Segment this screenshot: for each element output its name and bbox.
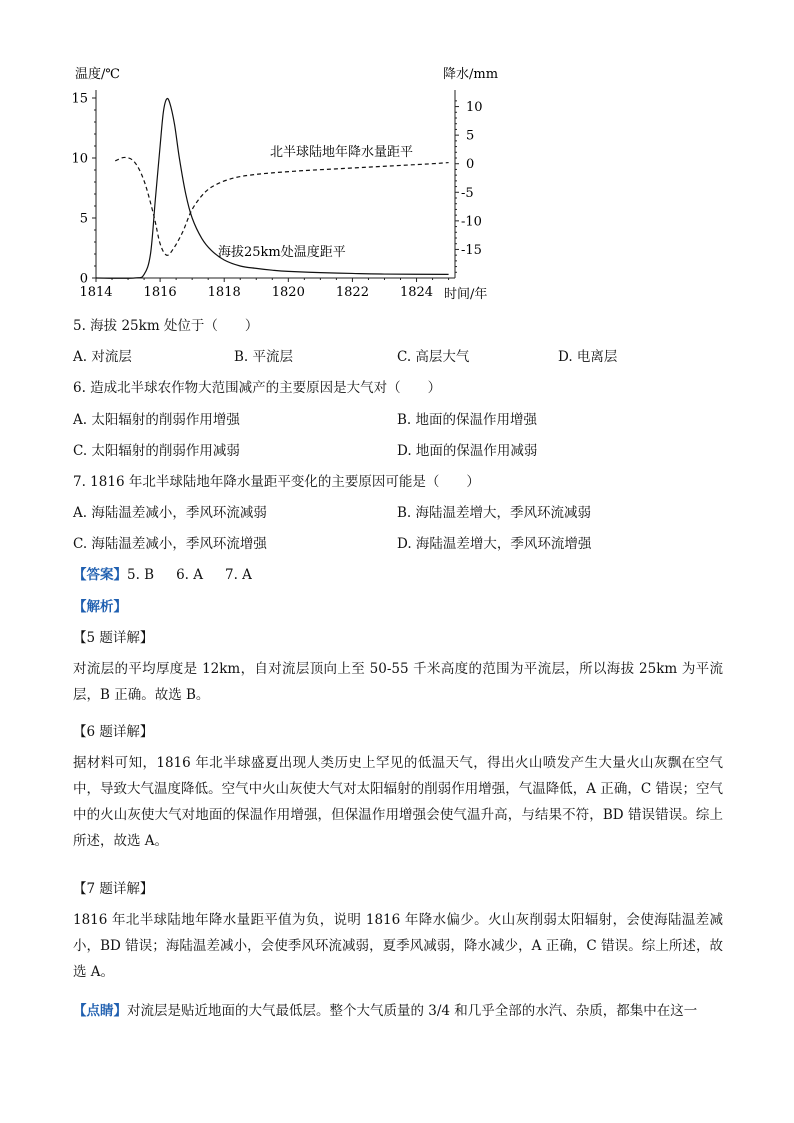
q6-option-c: C. 太阳辐射的削弱作用减弱 — [73, 443, 240, 459]
precipitation-anomaly-line — [115, 157, 448, 255]
y-right-tick-label: -15 — [461, 242, 482, 258]
q6-option-a: A. 太阳辐射的削弱作用增强 — [73, 412, 240, 428]
chart-ticks — [71, 92, 482, 301]
answer-item: 6. A — [176, 567, 204, 583]
q6-option-b: B. 地面的保温作用增强 — [397, 412, 538, 428]
detail-5-heading: 【5 题详解】 — [73, 630, 154, 646]
q7-option-a: A. 海陆温差减小，季风环流减弱 — [73, 505, 267, 521]
y-left-tick-label: 5 — [79, 211, 88, 227]
y-right-tick-label: 5 — [466, 128, 475, 144]
y-right-tick-label: -10 — [461, 214, 482, 230]
q6-option-d: D. 地面的保温作用减弱 — [397, 443, 538, 459]
x-axis-label: 时间/年 — [444, 287, 488, 302]
y-right-axis-label: 降水/mm — [443, 67, 499, 82]
x-tick-label: 1814 — [79, 285, 113, 300]
x-tick-label: 1818 — [207, 285, 241, 300]
y-right-tick-label: 0 — [466, 157, 475, 173]
answer-label: 【答案】 — [73, 567, 127, 583]
question-6-stem: 6. 造成北半球农作物大范围减产的主要原因是大气对（ ） — [73, 380, 442, 396]
detail-6-text: 据材料可知，1816 年北半球盛夏出现人类历史上罕见的低温天气，得出火山喷发产生大量火山灰飘在空气中，导致大气温度降低。空气中火山灰使大气对太阳辐射的削弱作用增强，气温降低，A 正确，C 错误；空气中的火山灰使大气对地面的保温作用增强，但保温作用增强会使气温升高，与结果不符，BD 错误错误。综上所述，故选 A。 — [73, 755, 723, 849]
y-left-tick-label: 15 — [71, 91, 88, 107]
q5-option-d: D. 电离层 — [558, 349, 618, 365]
detail-5-text: 对流层的平均厚度是 12km，自对流层顶向上至 50-55 千米高度的范围为平流层，所以海拔 25km 为平流层，B 正确。故选 B。 — [73, 661, 723, 703]
y-left-tick-label: 10 — [71, 151, 88, 167]
temperature-precipitation-chart — [60, 62, 500, 306]
x-tick-label: 1822 — [335, 285, 369, 300]
y-right-tick-label: 10 — [466, 100, 483, 116]
y-left-tick-label: 0 — [79, 271, 88, 287]
x-tick-label: 1824 — [399, 285, 434, 300]
answer-item: 7. A — [225, 567, 252, 583]
q7-option-c: C. 海陆温差减小，季风环流增强 — [73, 536, 267, 552]
tip-paragraph — [73, 998, 723, 1024]
analysis-label: 【解析】 — [73, 599, 127, 615]
q5-option-b: B. 平流层 — [234, 349, 294, 365]
answer-item: 5. B — [127, 567, 155, 583]
q5-option-a: A. 对流层 — [73, 349, 132, 365]
answer-row — [73, 565, 252, 585]
y-left-axis-label: 温度/℃ — [75, 67, 120, 82]
x-tick-label: 1820 — [271, 285, 305, 300]
tip-label: 【点睛】 — [73, 1003, 127, 1019]
q7-option-b: B. 海陆温差增大，季风环流减弱 — [397, 505, 592, 521]
detail-7-heading: 【7 题详解】 — [73, 881, 154, 897]
q5-option-c: C. 高层大气 — [397, 349, 470, 365]
question-5-stem: 5. 海拔 25km 处位于（ ） — [73, 318, 259, 334]
detail-6-heading: 【6 题详解】 — [73, 724, 154, 740]
detail-7-text: 1816 年北半球陆地年降水量距平值为负，说明 1816 年降水偏少。火山灰削弱太阳辐射，会使海陆温差减小，BD 错误；海陆温差减小，会使季风环流减弱，夏季风减弱，降水减少，A 正确，C 错误。综上所述，故选 A。 — [73, 912, 723, 980]
x-tick-label: 1816 — [143, 285, 177, 300]
question-7-stem: 7. 1816 年北半球陆地年降水量距平变化的主要原因可能是（ ） — [73, 474, 480, 490]
q7-option-d: D. 海陆温差增大，季风环流增强 — [397, 536, 592, 552]
tip-text: 对流层是贴近地面的大气最低层。整个大气质量的 3/4 和几乎全部的水汽、杂质，都集中在这一 — [127, 1003, 698, 1019]
temperature-series-label: 海拔25km处温度距平 — [218, 245, 346, 260]
y-right-tick-label: -5 — [461, 185, 474, 201]
precipitation-series-label: 北半球陆地年降水量距平 — [270, 145, 414, 160]
